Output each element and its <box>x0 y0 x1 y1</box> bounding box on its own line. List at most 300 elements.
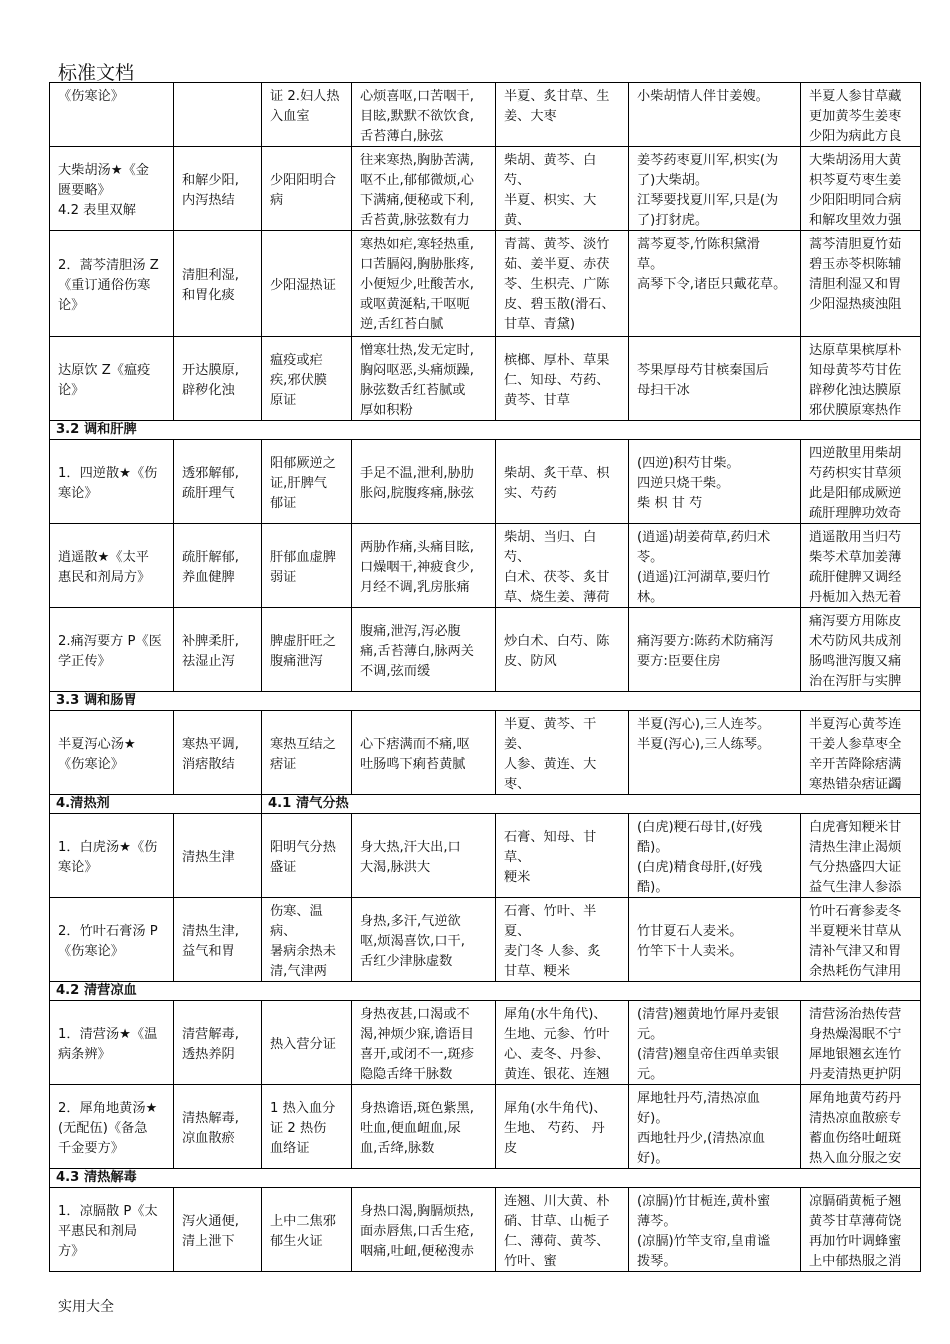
cell-line: 凉膈硝黄栀子翘 <box>809 1194 902 1209</box>
cell-line: 酷)。 <box>637 880 669 895</box>
cell-line: 柴胡、炙干草、枳 <box>504 465 610 481</box>
cell-line: 丹麦清热更护阴 <box>809 1067 902 1082</box>
cell-line: 清营汤治热传营 <box>809 1007 902 1022</box>
cell-line: 《伤寒论》 <box>58 89 124 104</box>
cell-line: 《伤寒论》 <box>58 756 124 772</box>
cell-line: 学正传》 <box>58 653 111 669</box>
cell-line: 姜芩药枣夏川军,枳实(为 <box>637 153 779 168</box>
cell-line: 肠鸣泄泻腹又痛 <box>809 654 902 669</box>
cell-line: 1 热入血分 <box>270 1100 336 1116</box>
cell-line: 目眩,默默不欲饮食, <box>360 109 474 124</box>
cell-mnemonic <box>629 524 801 608</box>
cell-line: 术芍防风共成剂 <box>809 634 902 649</box>
cell-line: 月经不调,乳房胀痛 <box>360 579 470 595</box>
cell-line: 呕,烦渴喜饮,口干, <box>360 933 465 949</box>
cell-ingredients <box>496 147 629 231</box>
cell-ingredients <box>496 1001 629 1085</box>
table-row <box>50 440 921 524</box>
section-header-row <box>50 692 921 711</box>
section-header-row <box>50 1169 921 1188</box>
cell-line: 清热生津止渴烦 <box>809 840 902 855</box>
cell-verse <box>801 814 921 898</box>
cell-line: 皮、碧玉散(滑石、 <box>504 297 615 312</box>
cell-line: 少阳阳明合 <box>270 172 336 188</box>
cell-line: 疏肝理脾功效奇 <box>809 506 902 521</box>
cell-line: 芩果厚母芍甘槟秦国后 <box>637 362 769 378</box>
cell-indication <box>262 898 352 982</box>
cell-line: 母扫干冰 <box>637 382 690 398</box>
cell-line: 热入血分服之安 <box>809 1151 902 1166</box>
cell-verse <box>801 147 921 231</box>
cell-formula-name <box>50 440 174 524</box>
cell-line: 辟秽化浊达膜原 <box>809 383 902 398</box>
cell-line: 苓。 <box>637 550 664 565</box>
cell-line: 呕不止,郁郁微烦,心 <box>360 173 474 188</box>
cell-verse <box>801 608 921 692</box>
cell-line: 疏肝理气 <box>182 485 235 501</box>
table-row <box>50 608 921 692</box>
cell-line: 身热口渴,胸膈烦热, <box>360 1203 474 1219</box>
cell-line: 和解少阳, <box>182 172 239 188</box>
cell-symptoms <box>352 337 496 421</box>
cell-formula-name <box>50 711 174 795</box>
cell-mnemonic <box>629 337 801 421</box>
cell-line: 口燥咽干,神疲食少, <box>360 559 474 575</box>
section-header-row <box>50 982 921 1001</box>
cell-line: 蒿芩夏苓,竹陈积黛滑 <box>637 237 760 252</box>
cell-line: 草。 <box>637 257 664 272</box>
cell-line: 石膏、知母、甘草、 <box>504 829 597 865</box>
cell-line: 气分热盛四大证 <box>809 860 902 875</box>
cell-ingredients <box>496 711 629 795</box>
cell-line: 姜、大枣 <box>504 109 557 124</box>
cell-indication <box>262 83 352 147</box>
cell-line: 入血室 <box>270 109 310 124</box>
cell-indication <box>262 147 352 231</box>
cell-line: 知母黄芩芍甘佐 <box>809 363 902 378</box>
cell-line: 逆,舌红苔白腻 <box>360 317 444 332</box>
cell-line: 犀角地黄芍药丹 <box>809 1091 902 1106</box>
cell-ingredients <box>496 231 629 337</box>
cell-line: 痛,舌苔薄白,脉两关 <box>360 643 474 659</box>
section-title: 3.3 调和肠胃 <box>50 692 921 711</box>
cell-line: 渴,神烦少寐,谵语目 <box>360 1027 474 1042</box>
section-header-row <box>50 795 921 814</box>
cell-line: 要方:臣要住房 <box>637 653 721 669</box>
cell-line: 辟秽化浊 <box>182 382 235 398</box>
cell-symptoms <box>352 1188 496 1272</box>
cell-line: 茹、姜半夏、赤茯 <box>504 257 610 272</box>
table-row <box>50 898 921 982</box>
cell-line: 论》 <box>58 297 85 313</box>
cell-line: 开达膜原, <box>182 362 239 378</box>
cell-line: 逍遥散用当归芍 <box>809 530 902 545</box>
cell-line: 竹叶石膏参麦冬 <box>809 904 902 919</box>
cell-line: 粳米 <box>504 869 531 885</box>
cell-symptoms <box>352 711 496 795</box>
cell-symptoms <box>352 524 496 608</box>
section-title: 4.3 清热解毒 <box>50 1169 921 1188</box>
cell-function <box>174 524 262 608</box>
cell-line: 枳芩夏芍枣生姜 <box>809 173 902 188</box>
cell-line: 透邪解郁, <box>182 465 239 481</box>
cell-line: 厚如积粉 <box>360 403 413 418</box>
cell-verse <box>801 337 921 421</box>
cell-line: 盛证 <box>270 859 297 875</box>
table-row <box>50 814 921 898</box>
cell-line: 蒿芩清胆夏竹茹 <box>809 237 902 252</box>
cell-line: 林。 <box>637 590 664 605</box>
cell-symptoms <box>352 147 496 231</box>
cell-line: 竹叶、蜜 <box>504 1254 557 1269</box>
cell-line: 清营解毒, <box>182 1026 239 1042</box>
cell-line: 和胃化痰 <box>182 287 235 303</box>
cell-function <box>174 711 262 795</box>
cell-line: 蓄血伤络吐衄斑 <box>809 1131 902 1146</box>
cell-line: 高琴下令,诸臣只戴花草。 <box>637 277 787 292</box>
cell-line: 原证 <box>270 392 297 408</box>
cell-line: 清胆利湿, <box>182 267 239 283</box>
cell-line: 黄芩、甘草 <box>504 392 570 408</box>
cell-line: 半夏粳米甘草从 <box>809 924 902 939</box>
cell-line: 了)大柴胡。 <box>637 173 709 188</box>
cell-line: 郁证 <box>270 495 297 511</box>
cell-line: 阳明气分热 <box>270 839 336 855</box>
cell-line: 2.痛泻要方 P《医 <box>58 633 162 649</box>
cell-line: 1．清营汤★《温 <box>58 1026 158 1042</box>
cell-line: 竹竿下十人卖米。 <box>637 943 743 959</box>
cell-line: 补脾柔肝, <box>182 633 239 649</box>
cell-ingredients <box>496 1085 629 1169</box>
cell-line: 痛泻要方:陈药术防痛泻 <box>637 633 774 649</box>
cell-line: 惠民和剂局方》 <box>58 569 151 585</box>
cell-symptoms <box>352 608 496 692</box>
cell-mnemonic <box>629 608 801 692</box>
cell-symptoms <box>352 814 496 898</box>
cell-line: 面赤唇焦,口舌生疮, <box>360 1223 474 1239</box>
table-row <box>50 337 921 421</box>
cell-line: 病条辨》 <box>58 1046 111 1062</box>
cell-line: 方》 <box>58 1243 85 1259</box>
cell-line: 半夏、枳实、大黄、 <box>504 193 597 228</box>
cell-line: 益气和胃 <box>182 943 235 959</box>
cell-line: 柴胡、当归、白芍、 <box>504 530 597 565</box>
cell-line: (凉膈)竹竿支帘,皇甫谧 <box>637 1234 771 1249</box>
cell-ingredients <box>496 524 629 608</box>
cell-line: (逍遥)江河湖草,要归竹 <box>637 570 771 585</box>
page-header: 标准文档 <box>58 62 135 84</box>
cell-line: 拨琴。 <box>637 1254 677 1269</box>
cell-formula-name <box>50 1188 174 1272</box>
cell-line: 寒热错杂痞证蠲 <box>809 777 902 792</box>
section-title: 4.2 清营凉血 <box>50 982 921 1001</box>
cell-function <box>174 337 262 421</box>
cell-line: 《重订通俗伤寒 <box>58 277 151 293</box>
cell-line: 生地、元参、竹叶 <box>504 1027 610 1042</box>
cell-line: 犀地银翘玄连竹 <box>809 1047 902 1062</box>
table-row <box>50 1001 921 1085</box>
cell-line: 半夏(泻心),三人练琴。 <box>637 737 771 752</box>
cell-line: (无配伍)《备急 <box>58 1120 148 1136</box>
cell-line: 柴胡、黄芩、白芍、 <box>504 153 597 188</box>
cell-formula-name <box>50 814 174 898</box>
cell-line: 热入营分证 <box>270 1036 336 1052</box>
cell-line: (逍遥)胡姜荷草,药归术 <box>637 530 771 545</box>
cell-line: 清热生津 <box>182 849 235 865</box>
cell-line: 此是阳郁成厥逆 <box>809 486 902 501</box>
cell-line: 逍遥散★《太平 <box>58 549 149 565</box>
cell-line: 脾虚肝旺之 <box>270 633 336 649</box>
cell-line: 酷)。 <box>637 840 669 855</box>
cell-symptoms <box>352 1085 496 1169</box>
cell-line: 2．竹叶石膏汤 P <box>58 923 158 939</box>
cell-line: 隐隐舌绛干脉数 <box>360 1067 453 1082</box>
cell-line: 半夏泻心汤★ <box>58 736 136 752</box>
cell-line: 疏肝解郁, <box>182 549 239 565</box>
cell-line: 少阳湿热证 <box>270 277 336 293</box>
cell-line: 好)。 <box>637 1111 669 1126</box>
cell-line: 下满痛,便秘或下利, <box>360 193 474 208</box>
cell-indication <box>262 1085 352 1169</box>
cell-ingredients <box>496 337 629 421</box>
cell-line: 郁生火证 <box>270 1233 323 1249</box>
cell-line: 清胆利湿又和胃 <box>809 277 902 292</box>
cell-ingredients <box>496 440 629 524</box>
cell-line: 吐肠鸣下痢苔黄腻 <box>360 756 466 772</box>
cell-verse <box>801 440 921 524</box>
cell-line: 千金要方》 <box>58 1140 124 1156</box>
cell-symptoms <box>352 231 496 337</box>
table-row <box>50 1188 921 1272</box>
cell-line: 犀角(水牛角代)、 <box>504 1007 607 1022</box>
cell-indication <box>262 524 352 608</box>
cell-line: 清热凉血散瘀专 <box>809 1111 902 1126</box>
cell-line: 半夏、炙甘草、生 <box>504 89 610 104</box>
cell-line: 余热耗伤气津用 <box>809 964 902 979</box>
cell-line: 连翘、川大黄、朴 <box>504 1194 610 1209</box>
cell-line: 弱证 <box>270 569 297 585</box>
cell-line: 4.2 表里双解 <box>58 202 136 218</box>
cell-line: 身热,多汗,气逆欲 <box>360 913 461 929</box>
cell-line: 凉血散瘀 <box>182 1130 235 1146</box>
cell-line: (清营)翘黄地竹犀丹麦银 <box>637 1007 780 1022</box>
cell-ingredients <box>496 83 629 147</box>
cell-line: 腹痛泄泻 <box>270 653 323 669</box>
cell-line: 胸闷呕恶,头痛烦躁, <box>360 363 474 378</box>
cell-line: 炒白术、白芍、陈 <box>504 633 610 649</box>
cell-line: 口苦膈闷,胸胁胀疼, <box>360 257 474 272</box>
cell-mnemonic <box>629 711 801 795</box>
cell-ingredients <box>496 608 629 692</box>
section-header-row <box>50 421 921 440</box>
cell-line: 清热解毒, <box>182 1110 239 1126</box>
cell-indication <box>262 1188 352 1272</box>
cell-line: 少阳为病此方良 <box>809 129 902 144</box>
cell-line: 舌苔黄,脉弦数有力 <box>360 213 470 228</box>
cell-mnemonic <box>629 1188 801 1272</box>
cell-line: 脉弦数舌红苔腻或 <box>360 383 466 398</box>
cell-line: 少阳湿热痰浊阻 <box>809 297 902 312</box>
cell-line: 半夏人参甘草藏 <box>809 89 902 104</box>
cell-formula-name <box>50 898 174 982</box>
section-title: 4.清热剂 <box>50 795 262 814</box>
cell-verse <box>801 524 921 608</box>
cell-line: 阳郁厥逆之 <box>270 455 336 471</box>
cell-line: 元。 <box>637 1027 664 1042</box>
cell-line: 犀角(水牛角代)、 <box>504 1100 607 1116</box>
cell-line: 寒论》 <box>58 485 98 501</box>
cell-line: 寒论》 <box>58 859 98 875</box>
cell-line: 辛开苦降除痞满 <box>809 757 902 772</box>
table-row <box>50 83 921 147</box>
cell-line: 仁、知母、芍药、 <box>504 372 610 388</box>
cell-line: 竹甘夏石人麦米。 <box>637 923 743 939</box>
cell-line: 江琴要找夏川军,只是(为 <box>637 193 779 208</box>
cell-line: 实、芍药 <box>504 485 557 501</box>
cell-line: 大柴胡汤用大黄 <box>809 153 902 168</box>
cell-indication <box>262 608 352 692</box>
cell-line: 身热燥渴眠不宁 <box>809 1027 902 1042</box>
cell-mnemonic <box>629 83 801 147</box>
cell-line: 泻火通便, <box>182 1213 239 1229</box>
cell-line: 身热夜甚,口渴或不 <box>360 1007 470 1022</box>
cell-line: 消痞散结 <box>182 756 235 772</box>
cell-line: 手足不温,泄利,胁肋 <box>360 465 474 481</box>
cell-verse <box>801 83 921 147</box>
section-title: 3.2 调和肝脾 <box>50 421 921 440</box>
formula-table <box>49 82 921 1272</box>
cell-line: 瘟疫或疟 <box>270 352 323 368</box>
cell-line: 四逆只烧干柴。 <box>637 475 730 491</box>
cell-line: 薄芩。 <box>637 1214 677 1229</box>
cell-line: 疏肝健脾又调经 <box>809 570 902 585</box>
cell-line: 憎寒壮热,发无定时, <box>360 343 474 358</box>
cell-line: 小便短少,吐酸苦水, <box>360 277 474 292</box>
cell-formula-name <box>50 231 174 337</box>
cell-line: 黄芩甘草薄荷饶 <box>809 1214 902 1229</box>
cell-line: 证,肝脾气 <box>270 475 327 491</box>
cell-line: 痞证 <box>270 756 297 772</box>
cell-function <box>174 814 262 898</box>
cell-line: 《伤寒论》 <box>58 943 124 959</box>
cell-line: 两胁作痛,头痛目眩, <box>360 539 474 555</box>
cell-line: 西地牡丹少,(清热凉血 <box>637 1131 766 1146</box>
cell-line: 石膏、竹叶、半夏、 <box>504 904 597 939</box>
cell-line: 心下痞满而不痛,呕 <box>360 736 470 752</box>
cell-line: 1．白虎汤★《伤 <box>58 839 158 855</box>
cell-formula-name <box>50 147 174 231</box>
cell-line: 四逆散里用柴胡 <box>809 446 902 461</box>
cell-line: 达原饮 Z《瘟疫 <box>58 362 151 378</box>
cell-line: 论》 <box>58 382 85 398</box>
cell-line: 上中二焦邪 <box>270 1213 336 1229</box>
cell-function <box>174 83 262 147</box>
cell-line: 身热谵语,斑色紫黑, <box>360 1100 474 1116</box>
cell-line: (凉膈)竹甘栀连,黄朴蜜 <box>637 1194 771 1209</box>
cell-line: 白虎膏知粳米甘 <box>809 820 902 835</box>
cell-line: 心烦喜呕,口苦咽干, <box>360 89 474 104</box>
cell-line: 祛湿止泻 <box>182 653 235 669</box>
cell-line: 皮、防风 <box>504 653 557 669</box>
cell-function <box>174 147 262 231</box>
cell-line: 寒热平调, <box>182 736 239 752</box>
cell-function <box>174 231 262 337</box>
cell-line: 证 2.妇人热 <box>270 89 340 104</box>
cell-line: 皮 <box>504 1140 518 1156</box>
cell-mnemonic <box>629 1001 801 1085</box>
cell-function <box>174 440 262 524</box>
cell-line: 碧玉赤苓枳陈辅 <box>809 257 902 272</box>
cell-symptoms <box>352 898 496 982</box>
cell-line: 1．四逆散★《伤 <box>58 465 158 481</box>
cell-line: 再加竹叶调蜂蜜 <box>809 1234 902 1249</box>
cell-line: 往来寒热,胸胁苦满, <box>360 153 474 168</box>
cell-line: 血络证 <box>270 1140 310 1156</box>
cell-line: 好)。 <box>637 1151 669 1166</box>
cell-line: 柴芩术草加姜薄 <box>809 550 902 565</box>
cell-line: 干姜人参草枣全 <box>809 737 902 752</box>
cell-line: 邪伏膜原寒热作 <box>809 403 902 418</box>
cell-mnemonic <box>629 231 801 337</box>
cell-line: 2．犀角地黄汤★ <box>58 1100 158 1116</box>
cell-line: 痛泻要方用陈皮 <box>809 614 902 629</box>
cell-line: 大柴胡汤★《金 <box>58 162 149 178</box>
cell-ingredients <box>496 814 629 898</box>
cell-line: 元。 <box>637 1067 664 1082</box>
cell-line: 平惠民和剂局 <box>58 1223 138 1239</box>
cell-line: 喜开,或闭不一,斑疹 <box>360 1047 474 1062</box>
cell-indication <box>262 1001 352 1085</box>
cell-line: 犀地牡丹芍,清热凉血 <box>637 1091 760 1106</box>
cell-line: 青蒿、黄芩、淡竹 <box>504 237 610 252</box>
table-row <box>50 711 921 795</box>
cell-line: (四逆)积芍甘柴。 <box>637 455 740 471</box>
cell-ingredients <box>496 1188 629 1272</box>
cell-mnemonic <box>629 1085 801 1169</box>
cell-line: 寒热互结之 <box>270 736 336 752</box>
cell-line: 槟榔、厚朴、草果 <box>504 352 610 368</box>
cell-line: 内泻热结 <box>182 192 235 208</box>
cell-line: 草、烧生姜、薄荷 <box>504 590 610 605</box>
cell-line: 血,舌绛,脉数 <box>360 1140 435 1156</box>
cell-formula-name <box>50 608 174 692</box>
cell-line: 人参、黄连、大枣、 <box>504 757 597 792</box>
cell-line: (白虎)精食母肝,(好残 <box>637 860 763 875</box>
cell-line: 清上泄下 <box>182 1233 235 1249</box>
cell-line: 证 2 热伤 <box>270 1120 327 1136</box>
cell-line: 甘草、青黛) <box>504 317 576 332</box>
cell-verse <box>801 231 921 337</box>
page-footer: 实用大全 <box>58 1299 114 1315</box>
cell-indication <box>262 711 352 795</box>
cell-indication <box>262 440 352 524</box>
cell-line: 达原草果槟厚朴 <box>809 343 902 358</box>
cell-line: 小柴胡情人伴甘姜嫂。 <box>637 89 769 104</box>
cell-line: 疾,邪伏膜 <box>270 372 327 388</box>
cell-line: 硝、甘草、山栀子 <box>504 1214 610 1229</box>
cell-function <box>174 608 262 692</box>
cell-line: 心、麦冬、丹参、 <box>504 1047 610 1062</box>
cell-line: 清,气津两 <box>270 964 327 979</box>
cell-line: 匮要略》 <box>58 182 111 198</box>
cell-mnemonic <box>629 147 801 231</box>
cell-line: 更加黄芩生姜枣 <box>809 109 902 124</box>
cell-line: 大渴,脉洪大 <box>360 859 431 875</box>
cell-line: 白术、茯苓、炙甘 <box>504 570 610 585</box>
cell-line: 半夏、黄芩、干姜、 <box>504 717 597 752</box>
cell-function <box>174 1001 262 1085</box>
cell-line: 治在泻肝与实脾 <box>809 674 902 689</box>
